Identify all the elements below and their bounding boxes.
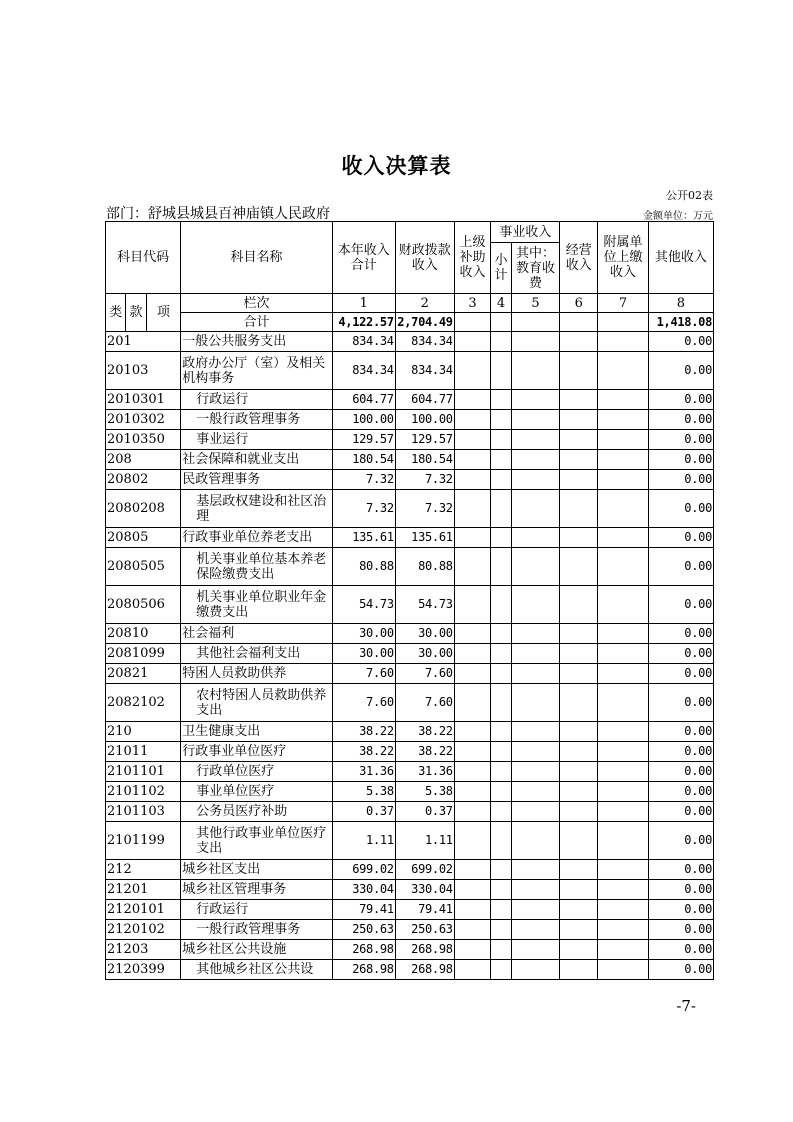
row-total: 699.02	[332, 860, 395, 880]
row-name: 民政管理事务	[181, 470, 332, 490]
row-code: 20821	[106, 664, 181, 684]
row-total: 38.22	[332, 742, 395, 762]
row-total: 268.98	[332, 960, 395, 980]
row-code: 2101102	[106, 782, 181, 802]
header-affiliated: 附属单位上缴收入	[598, 222, 649, 294]
table-row	[106, 470, 714, 490]
table-row	[106, 410, 714, 430]
row-name: 机关事业单位职业年金缴费支出	[181, 586, 332, 624]
row-other: 0.00	[648, 880, 713, 900]
row-total: 7.60	[332, 664, 395, 684]
row-name: 事业单位医疗	[181, 782, 332, 802]
row-code: 2081099	[106, 644, 181, 664]
page-number: -7-	[676, 997, 696, 1015]
row-total: 7.32	[332, 470, 395, 490]
header-lei: 类	[106, 294, 126, 332]
table-row	[106, 450, 714, 470]
department-label: 部门：舒城县城县百神庙镇人民政府	[106, 206, 330, 222]
row-name: 行政单位医疗	[181, 762, 332, 782]
heji-fiscal: 2,704.49	[395, 313, 454, 332]
table-row	[106, 684, 714, 722]
row-code: 2101103	[106, 802, 181, 822]
row-name: 城乡社区公共设施	[181, 940, 332, 960]
table-row	[106, 900, 714, 920]
row-total: 1.11	[332, 822, 395, 860]
row-fiscal: 79.41	[395, 900, 454, 920]
row-code: 208	[106, 450, 181, 470]
table-row	[106, 624, 714, 644]
table-row	[106, 722, 714, 742]
col-number: 8	[648, 294, 713, 313]
row-other: 0.00	[648, 586, 713, 624]
header-upper: 上级补助收入	[454, 222, 491, 294]
table-row	[106, 528, 714, 548]
heji-label: 合计	[181, 313, 332, 332]
row-fiscal: 7.32	[395, 490, 454, 528]
row-fiscal: 330.04	[395, 880, 454, 900]
row-total: 5.38	[332, 782, 395, 802]
row-fiscal: 135.61	[395, 528, 454, 548]
row-other: 0.00	[648, 762, 713, 782]
row-total: 0.37	[332, 802, 395, 822]
table-row	[106, 586, 714, 624]
row-other: 0.00	[648, 860, 713, 880]
table-row	[106, 802, 714, 822]
table-row	[106, 822, 714, 860]
row-total: 80.88	[332, 548, 395, 586]
row-other: 0.00	[648, 664, 713, 684]
row-name: 社会福利	[181, 624, 332, 644]
row-code: 20810	[106, 624, 181, 644]
row-name: 一般行政管理事务	[181, 920, 332, 940]
table-row	[106, 940, 714, 960]
row-code: 210	[106, 722, 181, 742]
row-other: 0.00	[648, 940, 713, 960]
col-number: 4	[491, 294, 511, 313]
row-code: 2010350	[106, 430, 181, 450]
row-other: 0.00	[648, 430, 713, 450]
row-other: 0.00	[648, 490, 713, 528]
row-fiscal: 30.00	[395, 644, 454, 664]
row-code: 2101199	[106, 822, 181, 860]
row-other: 0.00	[648, 822, 713, 860]
row-total: 31.36	[332, 762, 395, 782]
row-name: 公务员医疗补助	[181, 802, 332, 822]
row-code: 2120399	[106, 960, 181, 980]
row-fiscal: 30.00	[395, 624, 454, 644]
row-total: 30.00	[332, 644, 395, 664]
row-code: 20802	[106, 470, 181, 490]
row-code: 2101101	[106, 762, 181, 782]
row-name: 卫生健康支出	[181, 722, 332, 742]
row-fiscal: 80.88	[395, 548, 454, 586]
row-fiscal: 7.32	[395, 470, 454, 490]
table-row	[106, 644, 714, 664]
row-name: 城乡社区支出	[181, 860, 332, 880]
row-fiscal: 7.60	[395, 684, 454, 722]
row-total: 604.77	[332, 390, 395, 410]
row-total: 180.54	[332, 450, 395, 470]
row-other: 0.00	[648, 528, 713, 548]
table-row	[106, 782, 714, 802]
row-name: 特困人员救助供养	[181, 664, 332, 684]
row-total: 54.73	[332, 586, 395, 624]
row-other: 0.00	[648, 684, 713, 722]
row-total: 79.41	[332, 900, 395, 920]
header-name: 科目名称	[181, 222, 332, 294]
row-other: 0.00	[648, 722, 713, 742]
row-fiscal: 5.38	[395, 782, 454, 802]
header-xiang: 项	[146, 294, 181, 332]
row-other: 0.00	[648, 450, 713, 470]
header-other: 其他收入	[648, 222, 713, 294]
row-total: 330.04	[332, 880, 395, 900]
header-code: 科目代码	[106, 222, 181, 294]
header-fiscal: 财政拨款收入	[395, 222, 454, 294]
row-name: 农村特困人员救助供养支出	[181, 684, 332, 722]
row-total: 834.34	[332, 332, 395, 352]
table-row	[106, 742, 714, 762]
col-number: 3	[454, 294, 491, 313]
income-table	[105, 221, 714, 980]
amount-unit: 金额单位：万元	[643, 211, 713, 222]
table-row	[106, 920, 714, 940]
heji-total: 4,122.57	[332, 313, 395, 332]
table-row	[106, 664, 714, 684]
table-row	[106, 332, 714, 352]
row-code: 2082102	[106, 684, 181, 722]
row-other: 0.00	[648, 920, 713, 940]
form-number: 公开02表	[666, 189, 713, 202]
row-name: 其他社会福利支出	[181, 644, 332, 664]
row-total: 7.60	[332, 684, 395, 722]
row-name: 机关事业单位基本养老保险缴费支出	[181, 548, 332, 586]
header-edu: 其中：教育收费	[511, 243, 560, 294]
row-fiscal: 834.34	[395, 352, 454, 390]
row-code: 2120101	[106, 900, 181, 920]
row-other: 0.00	[648, 960, 713, 980]
row-fiscal: 1.11	[395, 822, 454, 860]
row-other: 0.00	[648, 470, 713, 490]
table-row	[106, 430, 714, 450]
row-name: 一般行政管理事务	[181, 410, 332, 430]
table-row	[106, 960, 714, 980]
row-total: 250.63	[332, 920, 395, 940]
row-fiscal: 699.02	[395, 860, 454, 880]
table-row	[106, 490, 714, 528]
header-business: 事业收入	[491, 222, 560, 243]
row-name: 事业运行	[181, 430, 332, 450]
heji-other: 1,418.08	[648, 313, 713, 332]
row-total: 7.32	[332, 490, 395, 528]
row-other: 0.00	[648, 802, 713, 822]
col-number: 2	[395, 294, 454, 313]
row-other: 0.00	[648, 548, 713, 586]
row-fiscal: 604.77	[395, 390, 454, 410]
row-fiscal: 38.22	[395, 722, 454, 742]
row-code: 21201	[106, 880, 181, 900]
table-row	[106, 548, 714, 586]
row-fiscal: 7.60	[395, 664, 454, 684]
row-code: 201	[106, 332, 181, 352]
row-other: 0.00	[648, 624, 713, 644]
col-number: 6	[560, 294, 598, 313]
row-code: 2010301	[106, 390, 181, 410]
row-code: 2080208	[106, 490, 181, 528]
row-fiscal: 0.37	[395, 802, 454, 822]
row-name: 一般公共服务支出	[181, 332, 332, 352]
row-total: 129.57	[332, 430, 395, 450]
lanci-label: 栏次	[181, 294, 332, 313]
row-total: 100.00	[332, 410, 395, 430]
row-other: 0.00	[648, 332, 713, 352]
row-other: 0.00	[648, 782, 713, 802]
row-fiscal: 180.54	[395, 450, 454, 470]
row-other: 0.00	[648, 352, 713, 390]
page-title: 收入决算表	[341, 153, 452, 178]
row-name: 城乡社区管理事务	[181, 880, 332, 900]
row-fiscal: 31.36	[395, 762, 454, 782]
row-code: 212	[106, 860, 181, 880]
row-name: 行政事业单位养老支出	[181, 528, 332, 548]
row-code: 2080505	[106, 548, 181, 586]
row-code: 21011	[106, 742, 181, 762]
row-total: 30.00	[332, 624, 395, 644]
row-other: 0.00	[648, 390, 713, 410]
row-name: 其他行政事业单位医疗支出	[181, 822, 332, 860]
row-fiscal: 268.98	[395, 940, 454, 960]
row-fiscal: 38.22	[395, 742, 454, 762]
table-row	[106, 762, 714, 782]
row-fiscal: 250.63	[395, 920, 454, 940]
row-other: 0.00	[648, 410, 713, 430]
row-other: 0.00	[648, 900, 713, 920]
col-number: 5	[511, 294, 560, 313]
header-subtotal: 小计	[491, 243, 511, 294]
table-row	[106, 352, 714, 390]
row-code: 2080506	[106, 586, 181, 624]
row-other: 0.00	[648, 742, 713, 762]
row-total: 268.98	[332, 940, 395, 960]
col-number: 1	[332, 294, 395, 313]
row-code: 2010302	[106, 410, 181, 430]
row-fiscal: 268.98	[395, 960, 454, 980]
row-fiscal: 100.00	[395, 410, 454, 430]
row-name: 政府办公厅（室）及相关机构事务	[181, 352, 332, 390]
row-fiscal: 54.73	[395, 586, 454, 624]
row-code: 20103	[106, 352, 181, 390]
row-code: 20805	[106, 528, 181, 548]
table-row	[106, 860, 714, 880]
row-name: 行政运行	[181, 900, 332, 920]
header-kuan: 款	[126, 294, 146, 332]
row-name: 社会保障和就业支出	[181, 450, 332, 470]
row-total: 38.22	[332, 722, 395, 742]
row-fiscal: 129.57	[395, 430, 454, 450]
row-fiscal: 834.34	[395, 332, 454, 352]
row-total: 135.61	[332, 528, 395, 548]
row-code: 21203	[106, 940, 181, 960]
row-name: 基层政权建设和社区治理	[181, 490, 332, 528]
row-total: 834.34	[332, 352, 395, 390]
row-name: 其他城乡社区公共设	[181, 960, 332, 980]
row-other: 0.00	[648, 644, 713, 664]
col-number: 7	[598, 294, 649, 313]
row-code: 2120102	[106, 920, 181, 940]
table-row	[106, 880, 714, 900]
table-row	[106, 390, 714, 410]
row-name: 行政事业单位医疗	[181, 742, 332, 762]
header-total: 本年收入合计	[332, 222, 395, 294]
header-operating: 经营收入	[560, 222, 598, 294]
row-name: 行政运行	[181, 390, 332, 410]
